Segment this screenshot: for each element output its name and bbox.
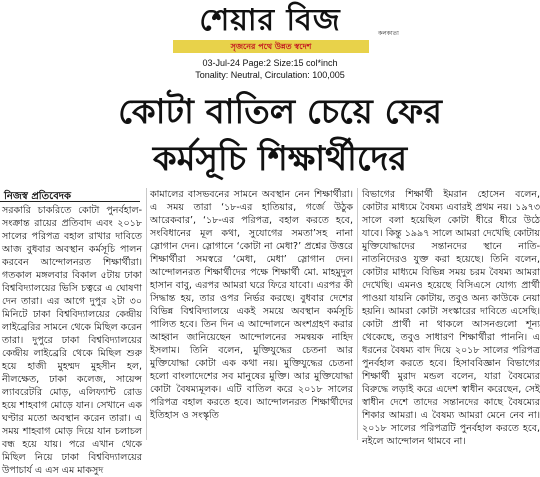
newspaper-logo <box>170 2 370 40</box>
meta-line-1: 03-Jul-24 Page:2 Size:15 col*inch <box>202 58 338 68</box>
column-divider <box>357 188 358 440</box>
byline: নিজস্ব প্রতিবেদক <box>4 191 72 202</box>
column-divider <box>146 188 147 440</box>
article-column-2 <box>150 188 353 440</box>
headline-line-2: কর্মসূচি শিক্ষার্থীদের <box>152 139 408 179</box>
column-1-text: সরকারি চাকরিতে কোটা পুনর্বহাল-সংক্রান্ত রায়ের প্রতিবাদ এবং ২০১৮ সালের পরিপত্র বহাল রাখার দাবিতে আজ বুধবার অবস্থান কর্মসূচি পালন করবেন আন্দোলনরত শিক্ষার্থীরা। গতকাল মঙ্গলবার বিকাল ৫টায় ঢাকা বিশ্ববিদ্যালয়ের ভিসি চত্বরে এ ঘোষণা দেন তারা। এর আগে দুপুর ২টা ৩০ মিনিটে ঢাকা বিশ্ববিদ্যালয়ের কেন্দ্রীয় লাইব্রেরির সামনে থেকে মিছিল করেন তারা। দুপুরে ঢাকা বিশ্ববিদ্যালয়ের কেন্দ্রীয় লাইব্রেরি থেকে মিছিল শুরু হয়ে হাজী মুহম্মদ মুহসীন হল, নীলক্ষেত, ঢাকা কলেজ, সায়েন্স ল্যাবরেটরি মোড়, এলিফ্যান্ট রোড হয়ে শাহবাগ মোড়ে যান। সেখানে এক ঘণ্টার মতো অবস্থান করেন তারা। এ সময় শাহবাগ মোড় দিয়ে যান চলাচল বন্ধ হয়ে যায়। পরে এখান থেকে মিছিল নিয়ে ঢাকা বিশ্ববিদ্যালয়ের উপাচার্য এ এস এম মাকসুদ <box>2 205 142 476</box>
column-2-text: কামালের বাসভবনের সামনে অবস্থান নেন শিক্ষার্থীরা। এ সময় তারা ‘১৮-এর হাতিয়ার, গর্জে উঠুক আরেকবার’, ‘১৮-এর পরিপত্র, বহাল করতে হবে, সংবিধানের মূল কথা, সুযোগের সমতা’সহ নানা স্লোগান দেন। স্লোগানে ‘কোটা না মেধা?’ প্রশ্নের উত্তরে শিক্ষার্থীরা সমস্বরে ‘মেধা, মেধা’ স্লোগান দেন। আন্দোলনরত শিক্ষার্থীদের পক্ষে শিক্ষার্থী মো. মাহমুদুল হাসান বাবু, এরপর আমরা ঘরে ফিরে যাবো। এরপর কী সিদ্ধান্ত হয়, তার ওপর নির্ভর করছে। বুধবার দেশের বিভিন্ন বিশ্ববিদ্যালয়ে একই সময়ে অবস্থান কর্মসূচি পালিত হবে। তিন দিন এ আন্দোলনে অংশগ্রহণ করার আহ্বান জানিয়েছেন আন্দোলনের সমন্বয়ক নাহিদ ইসলাম। তিনি বলেন, মুক্তিযুদ্ধের চেতনা আর মুক্তিযোদ্ধা কোটা এক কথা নয়। মুক্তিযুদ্ধের চেতনা হলো বাংলাদেশের সব মানুষের মুক্তি। আর মুক্তিযোদ্ধা কোটা বৈষম্যমূলক। এটি বাতিল করে ২০১৮ সালের পরিপত্র বহাল করতে হবে। আন্দোলনরত শিক্ষার্থীদের ইতিহাস ও সংস্কৃতি <box>150 189 353 421</box>
column-3-text: বিভাগের শিক্ষার্থী ইমরান হোসেন বলেন, কোটার মাধ্যমে বৈষম্য এবারই প্রথম নয়। ১৯৭৩ সালে বলা হয়েছিল কোটা ধীরে ধীরে উঠে যাবে। কিন্তু ১৯৯৭ সালে আমরা দেখেছি কোটায় মুক্তিযোদ্ধাদের সন্তানদের স্থানে নাতি-নাতনিদেরও যুক্ত করা হয়েছে। তিনি বলেন, কোটার মাধ্যমে বিভিন্ন সময় চরম বৈষম্য আমরা দেখেছি। এমনও হয়েছে বিসিএসে যোগ্য প্রার্থী পাওয়া যায়নি কোটায়, তবুও অন্য কাউকে নেয়া হয়নি। আমরা কোটা সংস্কারের দাবিতে এসেছি। কোটা প্রার্থী না থাকলে আসনগুলো শূন্য থেকেছে, তবুও সাধারণ শিক্ষার্থীরা পাননি। এ ধরনের বৈষম্য বাদ দিয়ে ২০১৮ সালের পরিপত্র পুনর্বহাল করতে হবে। হিসাববিজ্ঞান বিভাগের শিক্ষার্থী মুরাদ মন্ডল বলেন, যারা বৈষম্যের বিরুদ্ধে লড়াই করে এদেশ স্বাধীন করেছেন, সেই স্বাধীন দেশে তাদের সন্তানদের কাছে বৈষম্যের শিকার আমরা। এ বৈষম্য আমরা মেনে নেব না। ২০১৮ সালের পরিপত্রটি পুনর্বহাল করতে হবে, নইলে আন্দোলন থামবে না। <box>362 189 540 447</box>
clipping-meta <box>0 57 540 81</box>
article-column-3 <box>362 188 540 447</box>
logo-text: শেয়ার বিজ <box>199 3 341 38</box>
tagline: সৃজনের পথে উন্নত স্বদেশ <box>230 42 312 51</box>
headline <box>60 92 500 180</box>
tagline-bar <box>173 40 369 53</box>
headline-line-1: কোটা বাতিল চেয়ে ফের <box>118 92 442 132</box>
masthead <box>0 0 540 56</box>
article-column-1 <box>2 204 142 476</box>
logo-city: কলকাতা <box>378 30 399 37</box>
meta-line-2: Tonality: Neutral, Circulation: 100,005 <box>195 70 345 80</box>
byline-rule <box>0 201 140 202</box>
